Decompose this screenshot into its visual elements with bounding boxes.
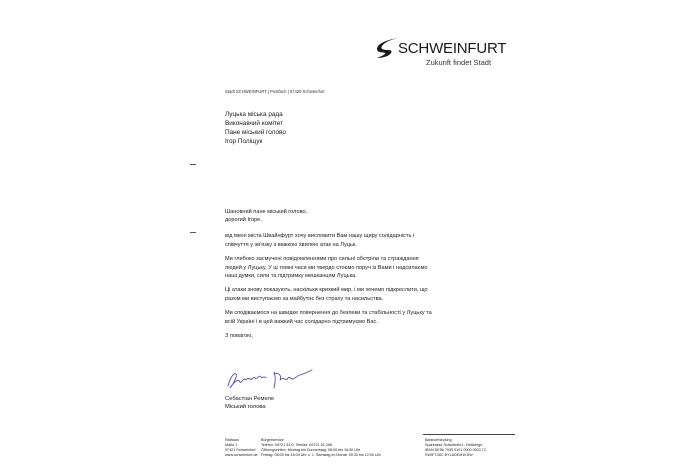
recipient-line: Ігор Поліщук	[225, 138, 263, 145]
footer-line: Sparkasse Schweinfurt - Haßberge	[425, 443, 483, 447]
footer-line: Rathaus	[225, 438, 239, 442]
footer-line: Bürgerservice	[261, 438, 284, 442]
footer-line: Bankverbindung	[425, 438, 452, 442]
signer-name: Себастіан Ремеле	[225, 396, 275, 402]
letter-closing: З повагою,	[225, 333, 253, 340]
salutation-line: Шановний пане міський голово,	[225, 209, 308, 215]
recipient-address	[225, 110, 286, 146]
recipient-line: Пане міський голово	[225, 129, 286, 136]
footer-line: Öffnungszeiten: Montag bis Donnerstag: 08:00 bis 16:00 Uhr	[261, 448, 361, 452]
fold-mark-middle	[190, 232, 196, 233]
recipient-line: Виконавчий комітет	[225, 120, 284, 127]
footer-line: SWIFT-BIC BYLADEM1KSW	[425, 453, 473, 457]
footer-line: 97421 Schweinfurt	[225, 448, 256, 452]
footer-bank	[425, 438, 486, 458]
footer-divider	[423, 434, 515, 435]
city-logo-icon	[376, 37, 400, 59]
footer-service	[261, 438, 381, 458]
logo-wordmark: SCHWEINFURT	[398, 40, 507, 57]
footer-line: www.schweinfurt.de	[225, 453, 258, 457]
letter-paragraph: від імені міста Швайнфурт хочу висловити Вам нашу щиру солідарність і співчуття у зв'язку з важкою хвилею атак на Луцьк.	[225, 233, 415, 248]
footer-line: Telefon: 09721 51-0, Telefax: 09721 51-266	[261, 443, 333, 447]
fold-mark-top	[190, 164, 196, 165]
handwritten-signature	[224, 364, 314, 392]
salutation-line: дорогий Ігоре,	[225, 217, 262, 224]
footer-line: Markt 1	[225, 443, 238, 447]
logo-tagline: Zukunft findet Stadt	[426, 58, 492, 67]
letter-paragraph: Ці атаки знову показують, наскільки крихкий мир, і ми хочемо підкреслити, що разом ми виступаємо за майбутнє без страху та насильства.	[225, 287, 428, 302]
signer-title: Міський голова	[225, 404, 266, 411]
letter-paragraph: Ми глибоко засмучені повідомленнями про сильні обстріли та страждання людей у Луцьку. У ці темні часи ми твердо стоємо поруч із Вами і надсилаємо наші думки, сили та підтримку мешканцям Луцька.	[225, 256, 428, 279]
letter-paragraph: Ми сподіваємося на швидке повернення до безпеки та стабільності у Луцьку та всій Україні і в цей важкий час солідарно підтримуємо Вас.	[225, 310, 432, 325]
footer-line: Freitag: 08:00 bis 16:00 Uhr u. 1. Samstag im Monat: 09:30 bis 12:00 Uhr	[261, 453, 381, 457]
signer-block	[225, 395, 274, 411]
footer-line: IBAN DE56 7935 0101 0000 0003 72	[425, 448, 486, 452]
city-logo	[376, 35, 516, 75]
footer-address	[225, 438, 258, 458]
recipient-line: Луцька міська рада	[225, 111, 283, 118]
sender-return-address: Stadt SCHWEINFURT | Postfach | 97420 Schweinfurt	[225, 89, 325, 94]
letter-body	[225, 208, 435, 347]
